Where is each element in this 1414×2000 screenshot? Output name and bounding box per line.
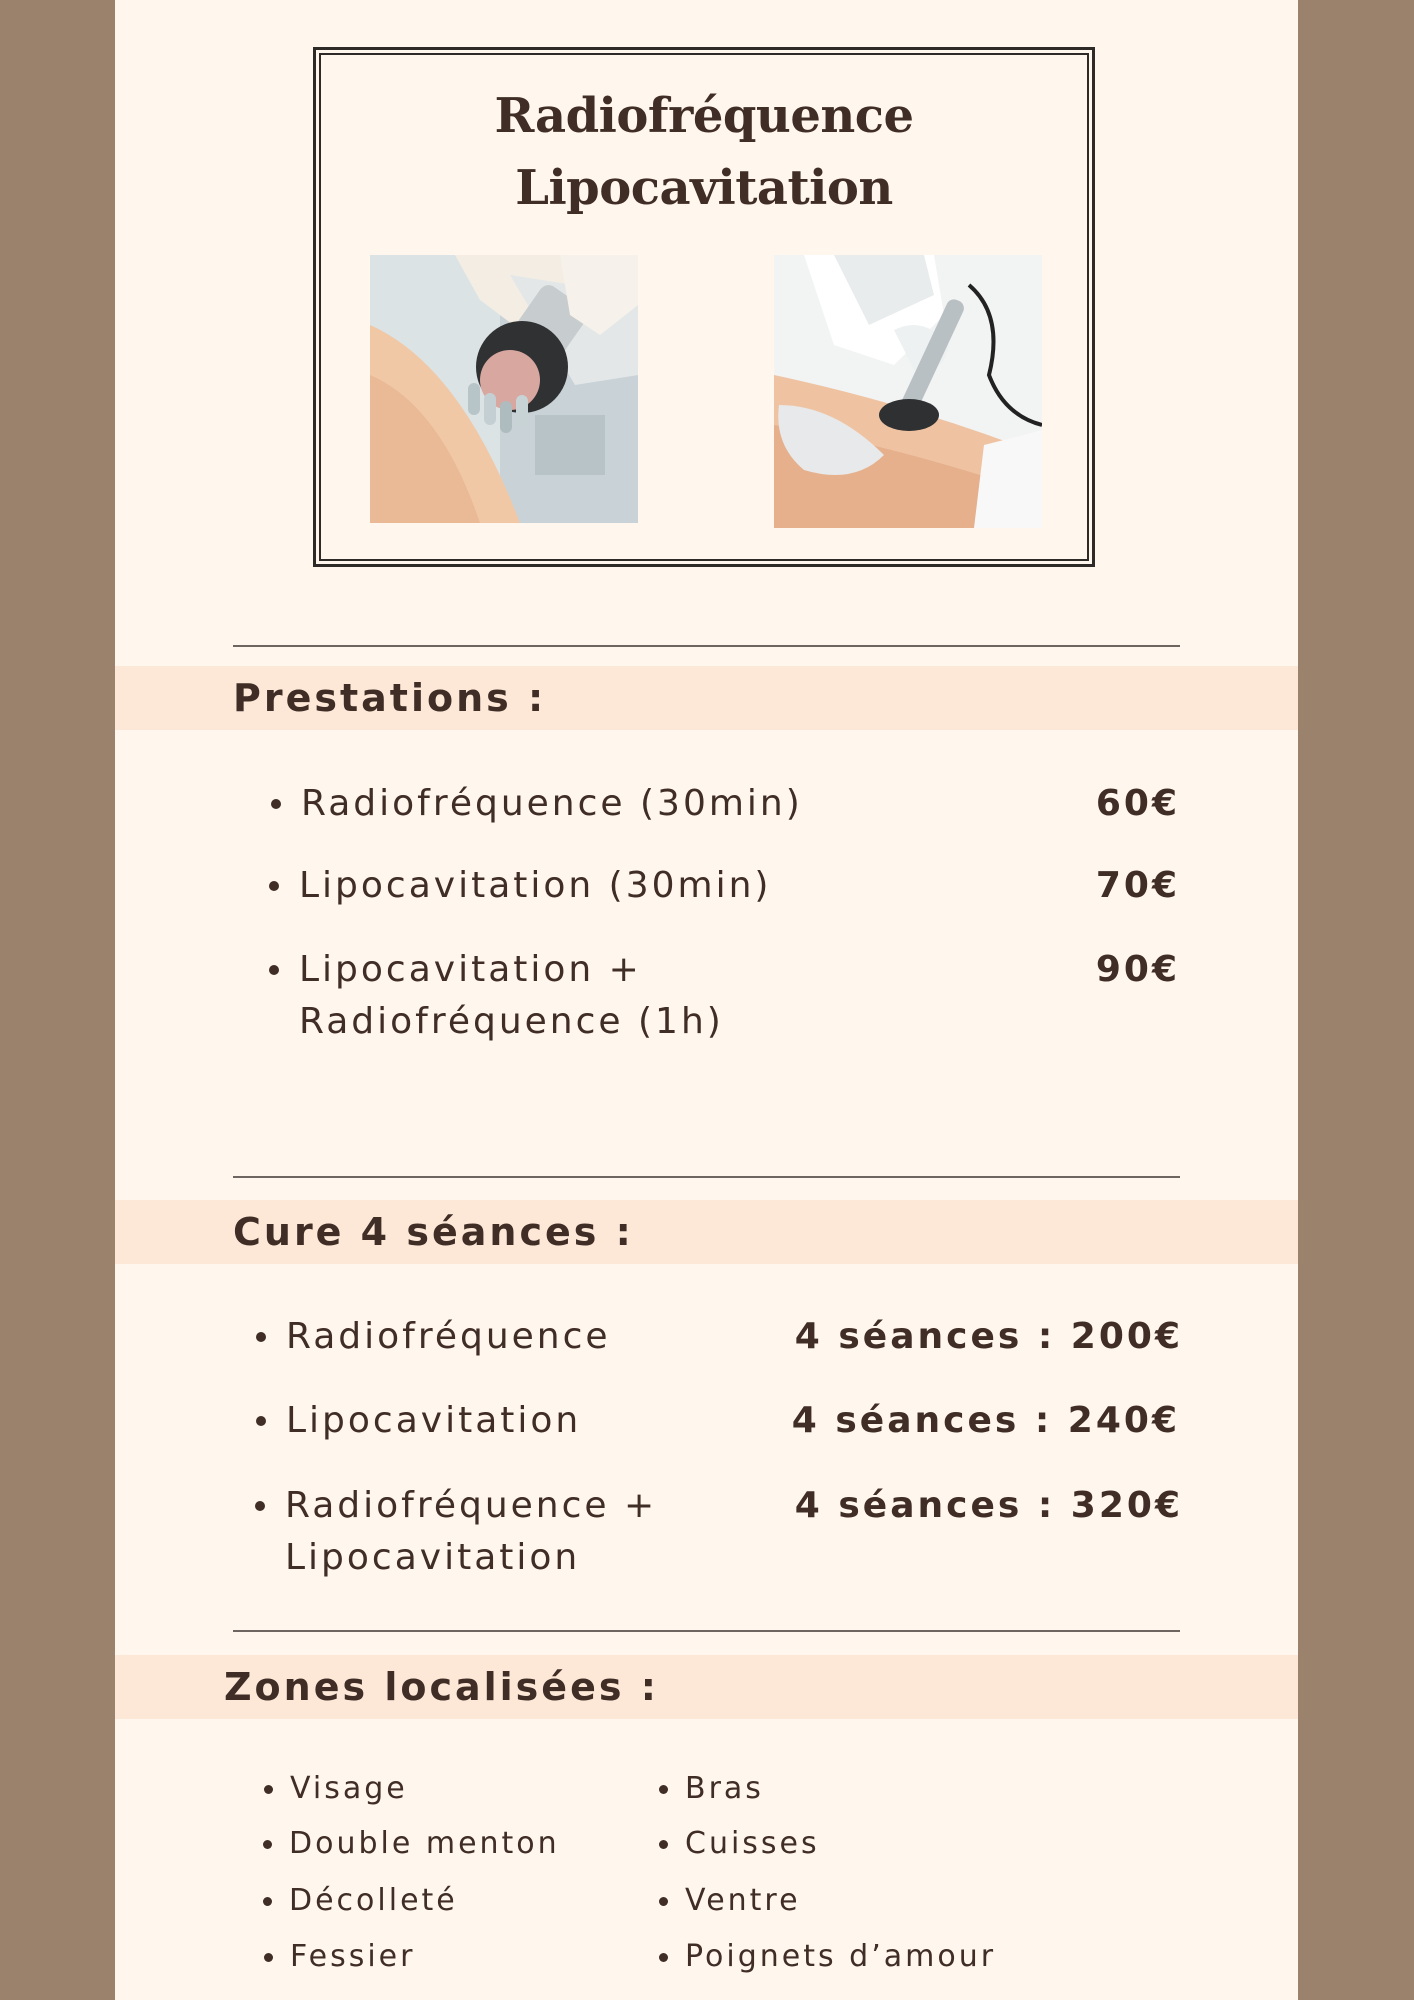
item-price: 4 séances : 240€ [791,1400,1180,1441]
zone-item: Bras [685,1769,764,1809]
page-title [316,80,1092,224]
list-item [299,944,724,1048]
lipocavitation-treatment-photo [774,255,1042,528]
divider [233,1176,1180,1178]
zone-item: Poignets d’amour [685,1937,996,1977]
list-item-line-2: Radiofréquence (1h) [299,1001,724,1042]
cure-heading: Cure 4 séances : [233,1210,634,1254]
zones-band [115,1655,1298,1719]
list-item: Radiofréquence [286,1311,611,1363]
item-price: 4 séances : 200€ [794,1316,1183,1357]
divider [233,1630,1180,1632]
list-item: Radiofréquence (30min) [301,778,803,830]
title-line-1: Radiofréquence [494,88,914,144]
prestations-heading: Prestations : [233,676,547,720]
list-item-line-1: Lipocavitation + [299,949,642,990]
zones-heading: Zones localisées : [224,1665,659,1709]
item-price: 90€ [1095,949,1180,990]
zone-item: Double menton [289,1824,560,1864]
list-item-line-1: Radiofréquence + [285,1485,658,1526]
price-sheet [115,0,1298,2000]
list-item: Lipocavitation (30min) [299,860,771,912]
item-price: 70€ [1095,865,1180,906]
item-price: 4 séances : 320€ [794,1485,1183,1526]
cure-band [115,1200,1298,1264]
zone-item: Visage [290,1769,408,1809]
radiofrequency-device-photo [370,255,638,523]
zone-item: Ventre [685,1881,801,1921]
zone-item: Fessier [290,1937,415,1977]
zone-item: Cuisses [685,1824,820,1864]
divider [233,645,1180,647]
title-frame [313,47,1095,567]
item-price: 60€ [1095,783,1180,824]
title-line-2: Lipocavitation [515,160,893,216]
list-item-line-2: Lipocavitation [285,1537,581,1578]
list-item: Lipocavitation [286,1395,581,1447]
list-item [285,1480,657,1584]
prestations-band [115,666,1298,730]
zone-item: Décolleté [289,1881,458,1921]
